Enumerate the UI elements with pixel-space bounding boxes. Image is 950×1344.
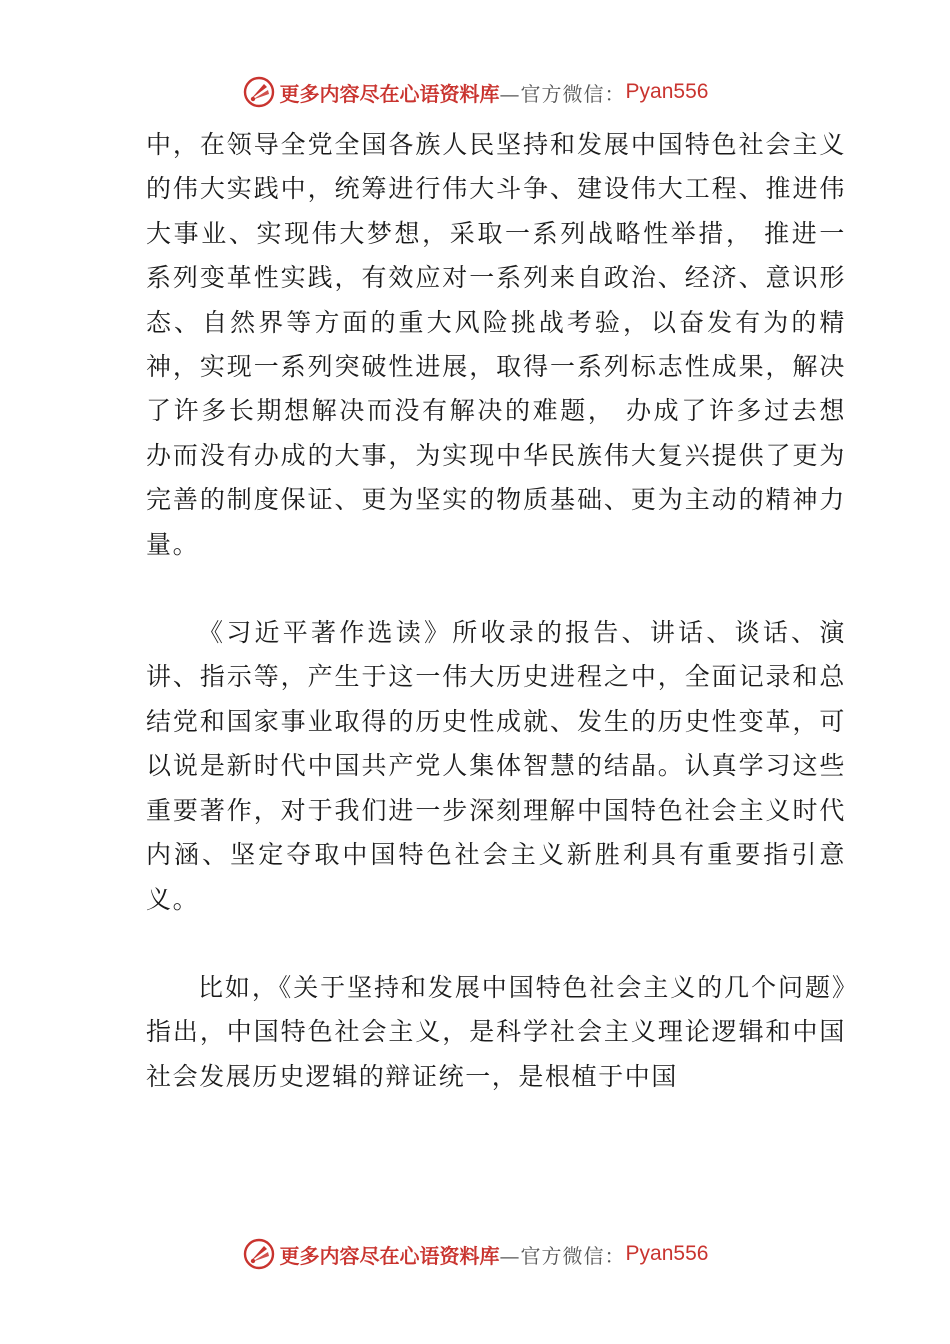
banner-site-name: 更多内容尽在心语资料库 bbox=[279, 1243, 500, 1268]
banner-wechat-id: Pyan556 bbox=[625, 1242, 709, 1265]
banner-wechat-label: —官方微信： bbox=[499, 1243, 626, 1268]
banner-wechat-id: Pyan556 bbox=[625, 80, 709, 103]
header-banner bbox=[0, 70, 950, 114]
paragraph-1: 中，在领导全党全国各族人民坚持和发展中国特色社会主义的伟大实践中，统筹进行伟大斗争、建设伟大工程、推进伟大事业、实现伟大梦想，采取一系列战略性举措， 推进一系列变革性实践，有效应对一系列来自政治、经济、意识形态、自然界等方面的重大风险挑战考验，以奋发有为的精神，实现一系列突破性进展，取得一系列标志性成果，解决了许多长期想解决而没有解决的难题， 办成了许多过去想办而没有办成的大事，为实现中华民族伟大复兴提供了更为完善的制度保证、更为坚实的物质基础、更为主动的精神力量。 bbox=[146, 130, 846, 559]
banner-site-name: 更多内容尽在心语资料库 bbox=[279, 81, 500, 106]
red-circle-fan-logo-icon bbox=[242, 1237, 276, 1271]
document-body bbox=[146, 123, 846, 1099]
banner-wechat-label: —官方微信： bbox=[499, 81, 626, 106]
paragraph-2: 《习近平著作选读》所收录的报告、讲话、谈话、演讲、指示等，产生于这一伟大历史进程之中，全面记录和总结党和国家事业取得的历史性成就、发生的历史性变革，可以说是新时代中国共产党人集体智慧的结晶。认真学习这些重要著作，对于我们进一步深刻理解中国特色社会主义时代内涵、坚定夺取中国特色社会主义新胜利具有重要指引意义。 bbox=[146, 618, 846, 914]
red-circle-fan-logo-icon bbox=[242, 75, 276, 109]
paragraph-3: 比如，《关于坚持和发展中国特色社会主义的几个问题》指出，中国特色社会主义，是科学社会主义理论逻辑和中国社会发展历史逻辑的辩证统一，是根植于中国 bbox=[146, 972, 846, 1091]
footer-banner bbox=[0, 1232, 950, 1276]
